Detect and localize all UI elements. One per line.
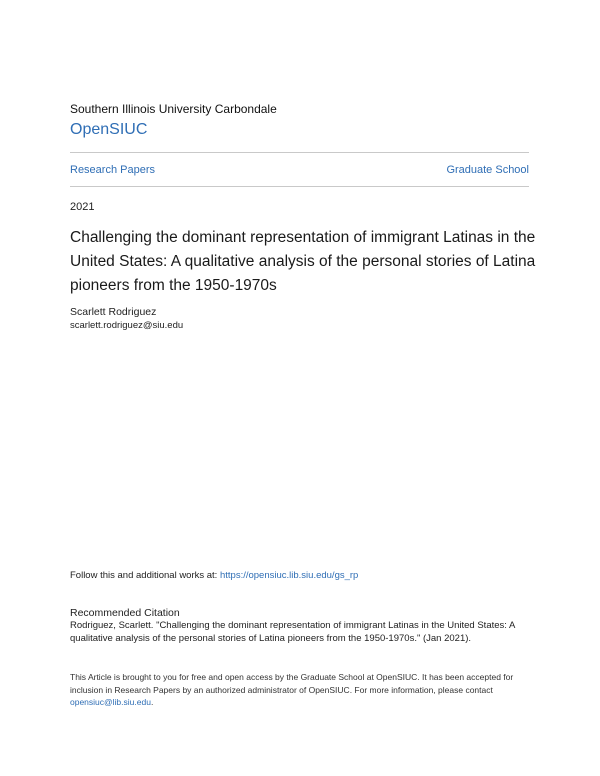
access-notice xyxy=(70,671,532,709)
citation-text: Rodriguez, Scarlett. "Challenging the dominant representation of immigrant Latinas in the United States: A qualitative analysis of the personal stories of Latina pioneers from the 1950-1970s." (Jan 2021). xyxy=(70,620,515,644)
author-email: scarlett.rodriguez@siu.edu xyxy=(70,320,184,331)
author-name: Scarlett Rodriguez xyxy=(70,306,157,318)
divider-bottom xyxy=(70,186,529,187)
institution-name: Southern Illinois University Carbondale xyxy=(70,102,277,116)
publication-year: 2021 xyxy=(70,201,95,213)
contact-email-link[interactable]: opensiuc@lib.siu.edu xyxy=(70,697,151,707)
research-papers-link[interactable]: Research Papers xyxy=(70,164,155,176)
citation-heading: Recommended Citation xyxy=(70,607,180,619)
follow-line xyxy=(70,570,358,581)
notice-text: This Article is brought to you for free and open access by the Graduate School at OpenSIUC. It has been accepted for inclusion in Research Papers by an authorized administrator of OpenSIUC. For more information, please contact xyxy=(70,672,514,695)
graduate-school-link[interactable]: Graduate School xyxy=(446,164,529,176)
repository-link[interactable]: OpenSIUC xyxy=(70,121,148,138)
follow-text: Follow this and additional works at: xyxy=(70,570,220,581)
divider-top xyxy=(70,152,529,153)
paper-title: Challenging the dominant representation of immigrant Latinas in the United States: A qualitative analysis of the personal stories of Latina pioneers from the 1950-1970s xyxy=(70,229,536,294)
collection-link[interactable]: https://opensiuc.lib.siu.edu/gs_rp xyxy=(219,570,359,581)
notice-end: . xyxy=(150,697,154,707)
